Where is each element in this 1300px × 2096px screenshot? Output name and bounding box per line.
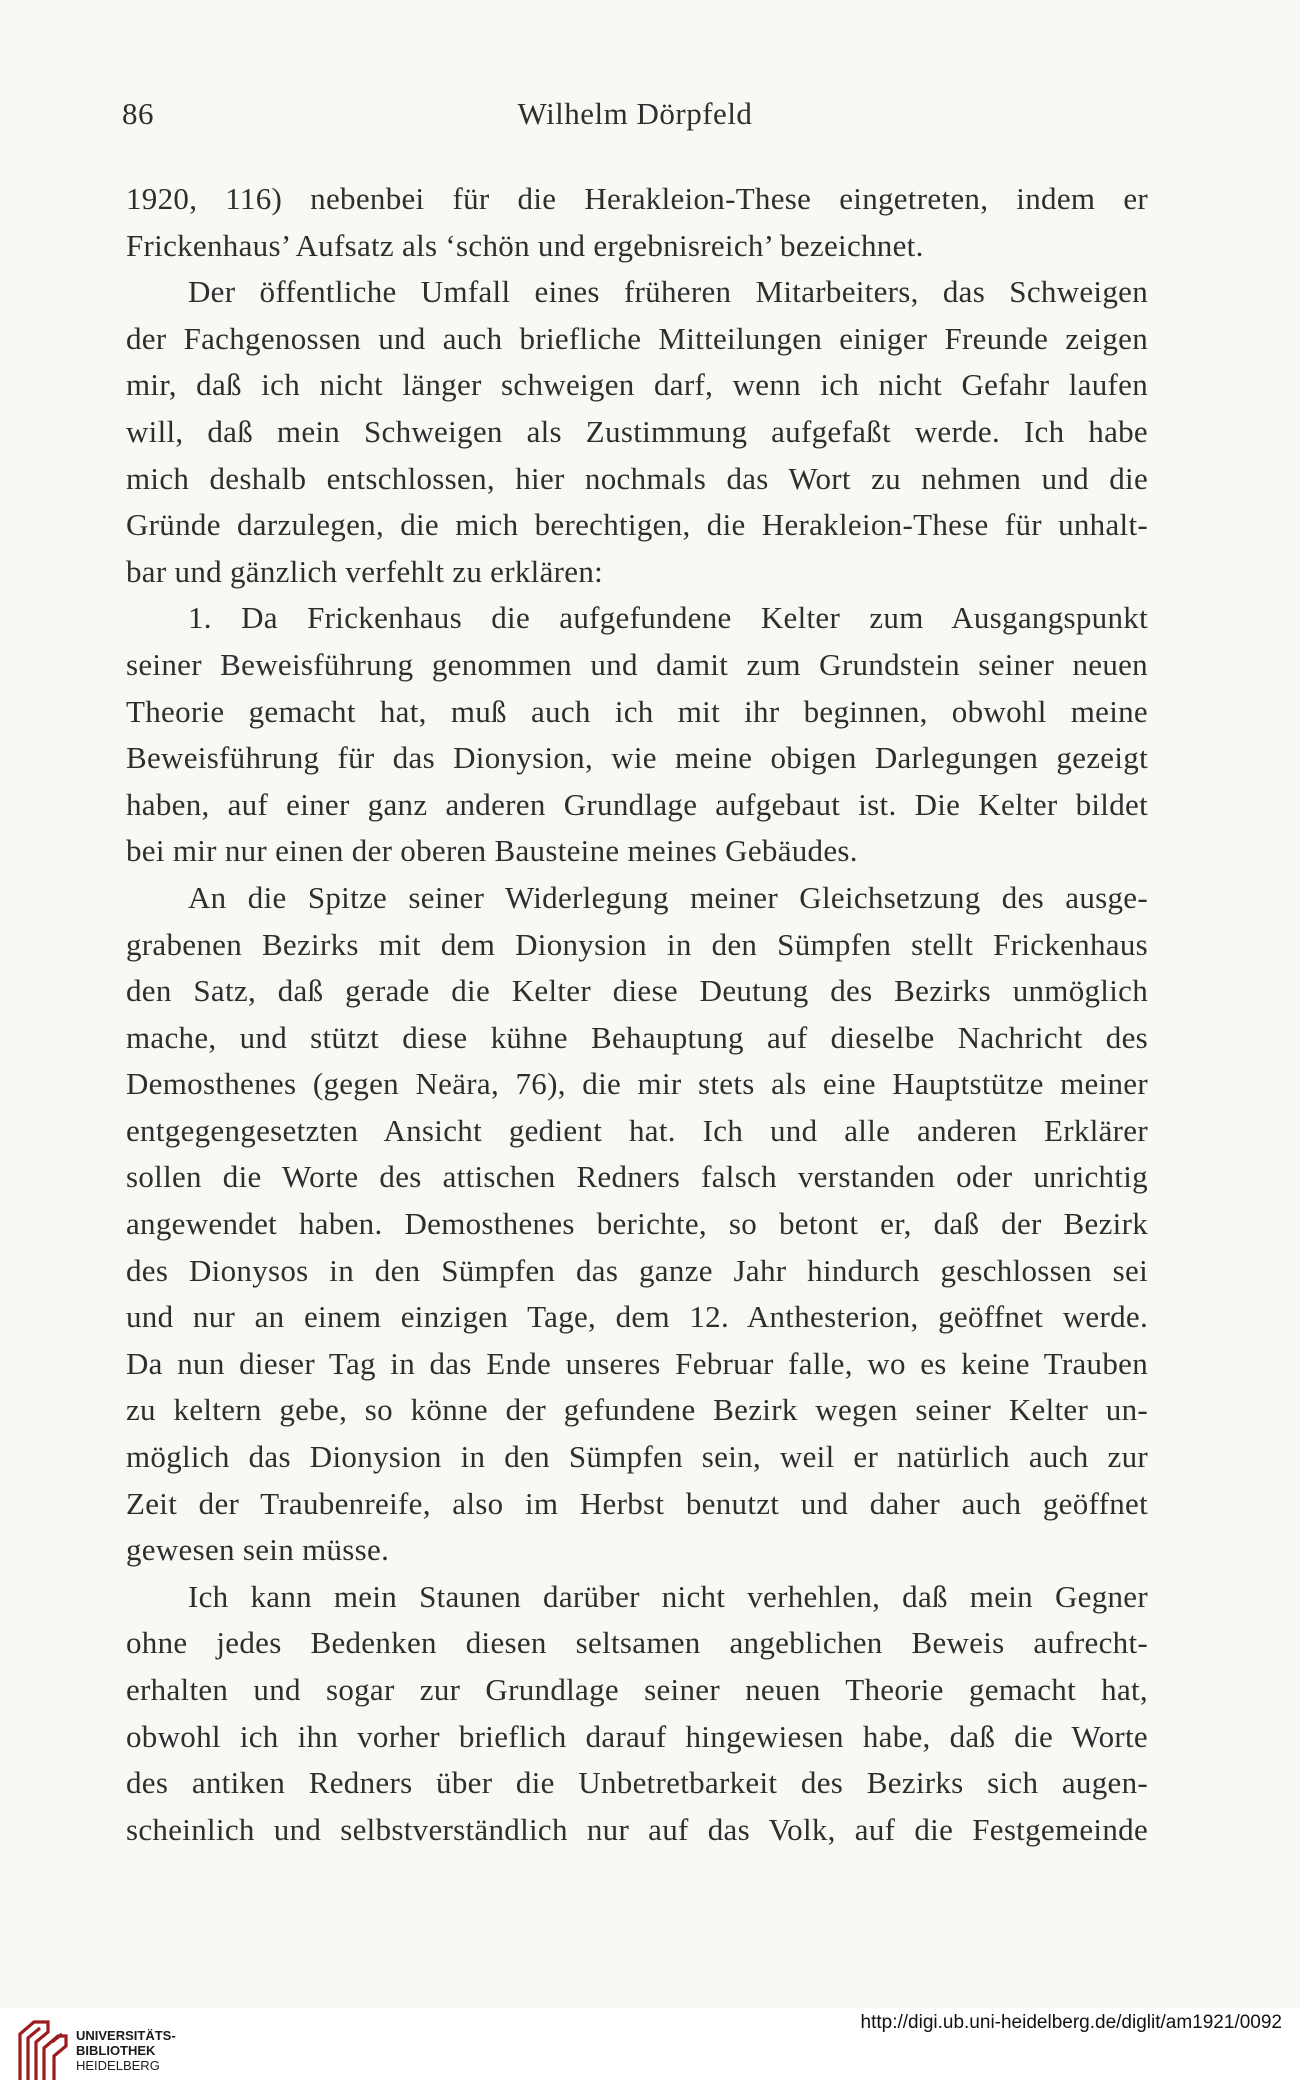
text-line: der Fachgenossen und auch briefliche Mitteilungen einiger Freunde zeigen	[126, 320, 1148, 356]
text-line: mir, daß ich nicht länger schweigen darf, wenn ich nicht Gefahr laufen	[126, 367, 1148, 403]
text-line: Demosthenes (gegen Neära, 76), die mir stets als eine Hauptstütze meiner	[126, 1066, 1148, 1102]
text-line: 1920, 116) nebenbei für die Herakleion-These eingetreten, indem er	[126, 181, 1148, 216]
page-header	[122, 96, 1148, 144]
text-line: des Dionysos in den Sümpfen das ganze Jahr hindurch geschlossen sei	[126, 1252, 1148, 1288]
text-line: Ich kann mein Staunen darüber nicht verhehlen, daß mein Gegner	[188, 1578, 1148, 1614]
text-line: bei mir nur einen der oberen Bausteine meines Gebäudes.	[126, 833, 858, 869]
text-line: Da nun dieser Tag in das Ende unseres Februar falle, wo es keine Trauben	[126, 1345, 1148, 1381]
text-line: Frickenhaus’ Aufsatz als ‘schön und ergebnisreich’ bezeichnet.	[126, 227, 924, 263]
text-line: gewesen sein müsse.	[126, 1532, 390, 1568]
page-number: 86	[122, 96, 154, 131]
ub-heidelberg-logo-icon	[14, 2018, 70, 2084]
text-line: grabenen Bezirks mit dem Dionysion in den Sümpfen stellt Frickenhaus	[126, 926, 1148, 962]
text-line: haben, auf einer ganz anderen Grundlage aufgebaut ist. Die Kelter bildet	[126, 786, 1148, 822]
text-line: obwohl ich ihn vorher brieflich darauf hingewiesen habe, daß die Worte	[126, 1718, 1148, 1754]
text-line: angewendet haben. Demosthenes berichte, so betont er, daß der Bezirk	[126, 1206, 1148, 1242]
text-line: ohne jedes Bedenken diesen seltsamen angeblichen Beweis aufrecht-	[126, 1625, 1148, 1661]
text-line: will, daß mein Schweigen als Zustimmung aufgefaßt werde. Ich habe	[126, 413, 1148, 449]
text-line: zu keltern gebe, so könne der gefundene Bezirk wegen seiner Kelter un-	[126, 1392, 1148, 1428]
text-line: möglich das Dionysion in den Sümpfen sein, weil er natürlich auch zur	[126, 1439, 1148, 1475]
digitization-footer	[0, 2008, 1300, 2096]
text-line: scheinlich und selbstverständlich nur auf das Volk, auf die Festgemeinde	[126, 1811, 1148, 1847]
text-line: mich deshalb entschlossen, hier nochmals das Wort zu nehmen und die	[126, 460, 1148, 496]
library-name	[76, 2028, 176, 2073]
body-text	[126, 176, 1148, 1853]
library-name-line: UNIVERSITÄTS-	[76, 2028, 176, 2043]
text-line: Beweisführung für das Dionysion, wie meine obigen Darlegungen gezeigt	[126, 740, 1148, 776]
source-url-link[interactable]: http://digi.ub.uni-heidelberg.de/diglit/am1921/0092	[860, 2012, 1282, 2033]
text-line: bar und gänzlich verfehlt zu erklären:	[126, 553, 604, 589]
text-line: mache, und stützt diese kühne Behauptung auf dieselbe Nachricht des	[126, 1019, 1148, 1055]
text-line: entgegengesetzten Ansicht gedient hat. Ich und alle anderen Erklärer	[126, 1112, 1148, 1148]
text-line: Gründe darzulegen, die mich berechtigen, die Herakleion-These für unhalt-	[126, 507, 1148, 543]
text-line: des antiken Redners über die Unbetretbarkeit des Bezirks sich augen-	[126, 1765, 1148, 1801]
text-line: seiner Beweisführung genommen und damit zum Grundstein seiner neuen	[126, 646, 1148, 682]
text-line: An die Spitze seiner Widerlegung meiner Gleichsetzung des ausge-	[188, 879, 1148, 915]
text-line: erhalten und sogar zur Grundlage seiner neuen Theorie gemacht hat,	[126, 1672, 1148, 1707]
text-line: Zeit der Traubenreife, also im Herbst benutzt und daher auch geöffnet	[126, 1485, 1148, 1521]
text-line: Der öffentliche Umfall eines früheren Mitarbeiters, das Schweigen	[188, 274, 1148, 310]
library-name-line: HEIDELBERG	[76, 2058, 160, 2073]
text-line: und nur an einem einzigen Tage, dem 12. Anthesterion, geöffnet werde.	[126, 1299, 1148, 1335]
text-line: sollen die Worte des attischen Redners falsch verstanden oder unrichtig	[126, 1159, 1148, 1195]
text-line: den Satz, daß gerade die Kelter diese Deutung des Bezirks unmöglich	[126, 973, 1148, 1009]
text-line: Theorie gemacht hat, muß auch ich mit ihr beginnen, obwohl meine	[126, 693, 1148, 729]
library-name-line: BIBLIOTHEK	[76, 2043, 156, 2058]
running-title: Wilhelm Dörpfeld	[517, 96, 753, 131]
text-line: 1. Da Frickenhaus die aufgefundene Kelter zum Ausgangspunkt	[188, 600, 1148, 636]
